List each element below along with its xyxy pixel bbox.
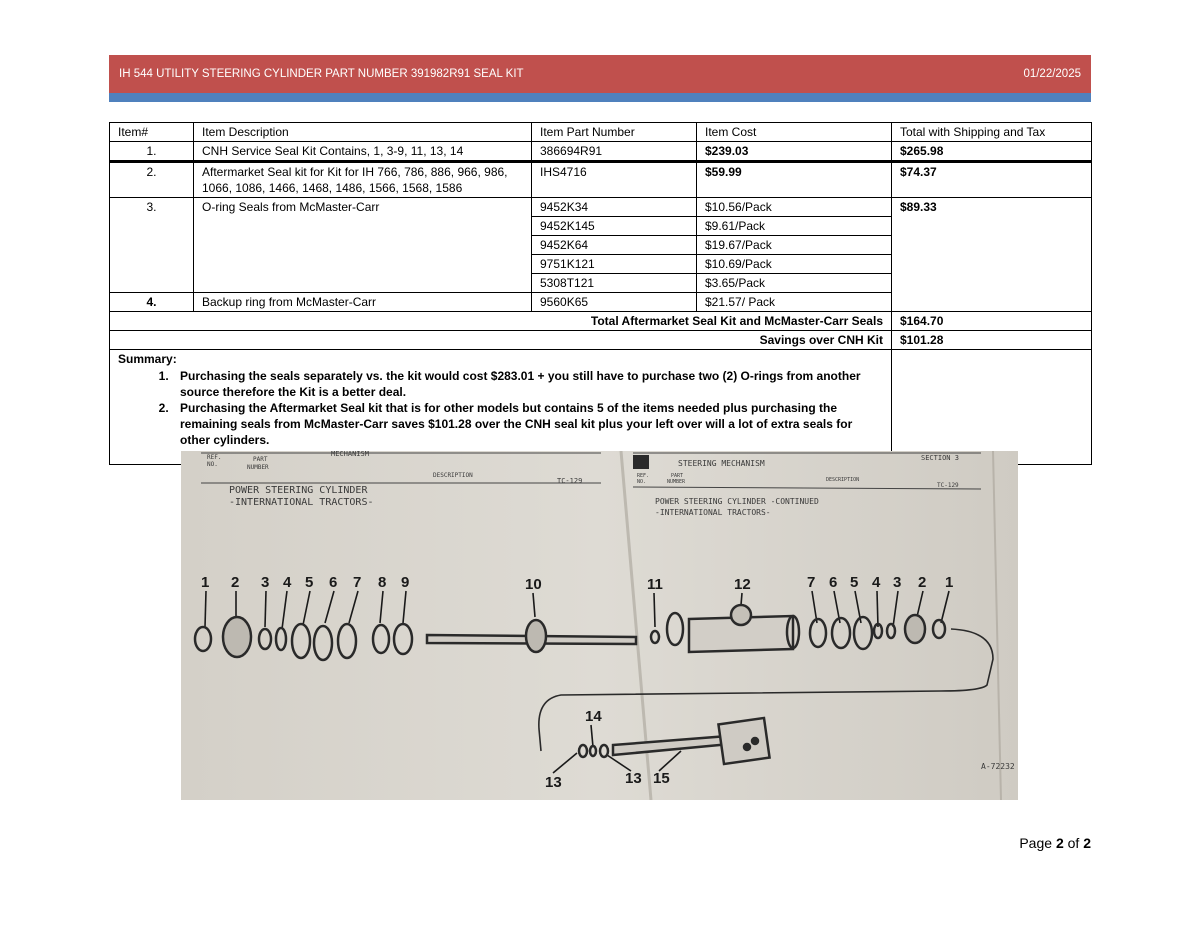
callout-r1: 1 [945,574,954,591]
item-cost: $21.57/ Pack [697,293,892,312]
left-ref-label: REF. [207,454,222,461]
right-no-label: NO. [637,479,647,485]
callout-14: 14 [585,708,602,725]
item-cost: $239.03 [697,142,892,162]
callout-1: 1 [201,574,210,591]
right-part-label: PART [671,473,684,479]
item-number: 3. [110,198,194,293]
callout-3: 3 [261,574,270,591]
item-cost: $10.56/Pack [697,198,892,217]
callout-r4: 4 [872,574,881,591]
left-section-label: MECHANISM [331,451,369,458]
savings-row [110,331,1092,350]
callout-10: 10 [525,576,542,593]
item-part-number: IHS4716 [532,162,697,198]
total-aftermarket-label: Total Aftermarket Seal Kit and McMaster-Carr Seals [110,312,892,331]
col-header-total: Total with Shipping and Tax [892,123,1092,142]
summary-list [118,368,883,448]
left-number-label: NUMBER [247,464,269,471]
total-aftermarket-value: $164.70 [892,312,1092,331]
page-prefix: Page [1019,835,1056,851]
item-part-number: 386694R91 [532,142,697,162]
left-title-line-2: -INTERNATIONAL TRACTORS- [229,497,374,508]
callout-13a: 13 [545,774,562,791]
item-total: $265.98 [892,142,1092,162]
callout-5: 5 [305,574,314,591]
savings-label: Savings over CNH Kit [110,331,892,350]
document-header [109,55,1091,93]
item-description: CNH Service Seal Kit Contains, 1, 3-9, 11, 13, 14 [194,142,532,162]
callout-11: 11 [647,576,663,593]
callout-15: 15 [653,770,670,787]
item-cost: $19.67/Pack [697,236,892,255]
left-title-line-1: POWER STEERING CYLINDER [229,485,368,496]
table-header-row [110,123,1092,142]
item-number: 1. [110,142,194,162]
right-section: SECTION 3 [921,454,959,462]
right-tc-label: TC-129 [937,482,959,489]
figure-code: A-72232 [981,762,1015,771]
item-description: O-ring Seals from McMaster-Carr [194,198,532,293]
item-description: Backup ring from McMaster-Carr [194,293,532,312]
callout-13b: 13 [625,770,642,787]
callout-r3: 3 [893,574,902,591]
callout-9: 9 [401,574,410,591]
callout-r7: 7 [807,574,816,591]
document-date: 01/22/2025 [1023,68,1081,80]
item-cost: $59.99 [697,162,892,198]
left-part-label: PART [253,456,268,463]
callout-8: 8 [378,574,387,591]
col-header-part-number: Item Part Number [532,123,697,142]
left-no-label: NO. [207,461,218,468]
table-row [110,162,1092,198]
callout-r5: 5 [850,574,859,591]
item-number: 4. [110,293,194,312]
summary-title: Summary: [118,352,177,366]
summary-cell [110,350,892,465]
left-tc-label: TC-129 [557,477,583,485]
document-title: IH 544 UTILITY STEERING CYLINDER PART NUMBER 391982R91 SEAL KIT [119,68,524,80]
summary-empty-cell [892,350,1092,465]
parts-diagram-photo [181,451,1018,800]
callout-2: 2 [231,574,240,591]
right-desc-label: DESCRIPTION [826,477,860,483]
summary-item: 2. Purchasing the Aftermarket Seal kit that is for other models but contains 5 of the items needed plus purchasing the remaining seals from McMaster-Carr saves $101.28 over the CNH seal kit plus your left over will a lot of extra seals for other cylinders. [172,400,883,448]
summary-item: 1. Purchasing the seals separately vs. the kit would cost $283.01 + you still have to purchase two (2) O-rings from another source therefore the Kit is a better deal. [172,368,883,400]
right-title-line-1: POWER STEERING CYLINDER -CONTINUED [655,497,819,506]
total-aftermarket-row [110,312,1092,331]
summary-row [110,350,1092,465]
callout-6: 6 [329,574,338,591]
ih-logo-icon [633,455,649,469]
col-header-item: Item# [110,123,194,142]
item-part-number: 5308T121 [532,274,697,293]
right-ref-label: REF. [637,473,650,479]
item-cost: $3.65/Pack [697,274,892,293]
table-row [110,142,1092,162]
parts-table [109,122,1092,465]
savings-value: $101.28 [892,331,1092,350]
callout-4: 4 [283,574,292,591]
callout-r6: 6 [829,574,838,591]
left-desc-label: DESCRIPTION [433,472,473,479]
item-part-number: 9452K145 [532,217,697,236]
header-stripe [109,93,1091,102]
table-row [110,198,1092,217]
item-part-number: 9452K34 [532,198,697,217]
right-number-label: NUMBER [667,479,686,485]
page-total: 2 [1083,835,1091,851]
callout-r2: 2 [918,574,927,591]
item-cost: $10.69/Pack [697,255,892,274]
col-header-cost: Item Cost [697,123,892,142]
page-number [1019,835,1091,851]
item-part-number: 9751K121 [532,255,697,274]
item-description: Aftermarket Seal kit for Kit for IH 766, 786, 886, 966, 986, 1066, 1086, 1466, 1468, 1486, 1566, 1568, 1586 [194,162,532,198]
item-total: $89.33 [892,198,1092,312]
item-part-number: 9452K64 [532,236,697,255]
col-header-description: Item Description [194,123,532,142]
item-cost: $9.61/Pack [697,217,892,236]
callout-7: 7 [353,574,362,591]
item-number: 2. [110,162,194,198]
right-heading: STEERING MECHANISM [678,459,765,468]
page-of: of [1063,835,1084,851]
right-title-line-2: -INTERNATIONAL TRACTORS- [655,508,771,517]
page-current: 2 [1055,835,1064,851]
item-total: $74.37 [892,162,1092,198]
callout-12: 12 [734,576,751,593]
item-part-number: 9560K65 [532,293,697,312]
